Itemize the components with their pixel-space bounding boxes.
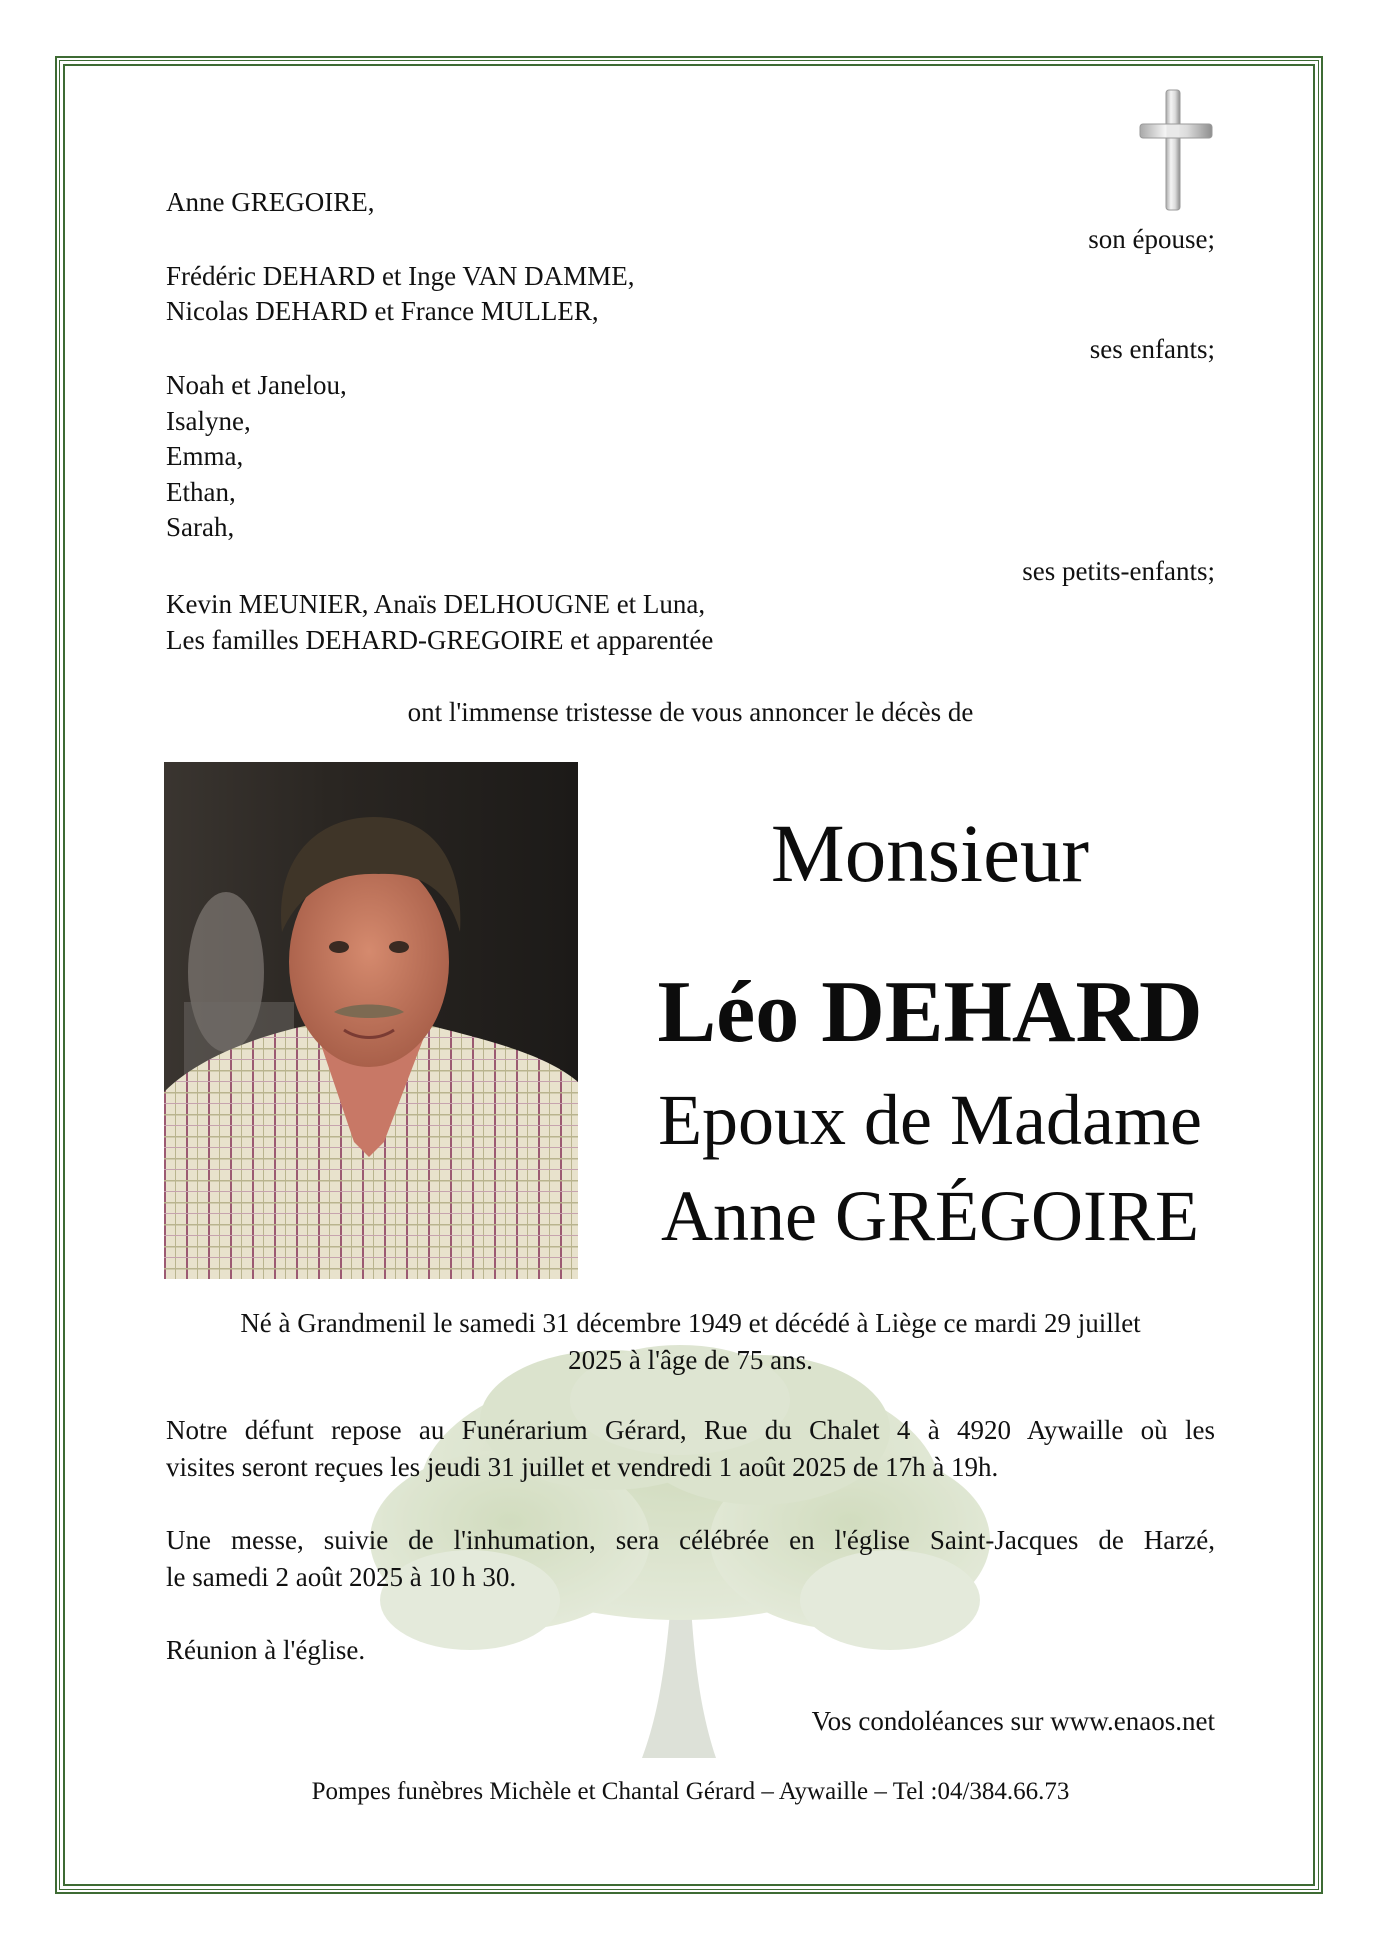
paragraph-line: visites seront reçues les jeudi 31 juillet et vendredi 1 août 2025 de 17h à 19h.: [166, 1452, 999, 1482]
paragraph-line: Notre défunt repose au Funérarium Gérard, Rue du Chalet 4 à 4920 Aywaille où les: [166, 1415, 1215, 1445]
child-line: Nicolas DEHARD et France MULLER,: [166, 296, 599, 326]
spouse-heading-line1: Epoux de Madame: [658, 1080, 1202, 1160]
ceremony-paragraph: [166, 1522, 1215, 1596]
cross-icon: [1138, 88, 1214, 212]
grandchildren-label: ses petits-enfants;: [1022, 556, 1215, 586]
condolences-link: Vos condoléances sur www.enaos.net: [811, 1706, 1215, 1736]
funeral-home-footer: Pompes funèbres Michèle et Chantal Gérard – Aywaille – Tel :04/384.66.73: [311, 1778, 1070, 1805]
grandchild-line: Sarah,: [166, 512, 235, 542]
paragraph-line: Réunion à l'église.: [166, 1635, 366, 1665]
honorific-title: Monsieur: [770, 807, 1090, 899]
paragraph-line: Une messe, suivie de l'inhumation, sera célébrée en l'église Saint-Jacques de Harzé,: [166, 1525, 1215, 1555]
spouse-name: Anne GREGOIRE,: [166, 187, 375, 217]
portrait-photo: [164, 762, 578, 1279]
grandchild-line: Isalyne,: [166, 406, 251, 436]
other-family-line: Kevin MEUNIER, Anaïs DELHOUGNE et Luna,: [166, 589, 706, 619]
condolences-line: [166, 1703, 1215, 1740]
paragraph-line: 2025 à l'âge de 75 ans.: [568, 1345, 813, 1375]
child-line: Frédéric DEHARD et Inge VAN DAMME,: [166, 261, 635, 291]
grandchild-line: Emma,: [166, 441, 244, 471]
spouse-heading-line2: Anne GRÉGOIRE: [661, 1176, 1199, 1256]
paragraph-line: Né à Grandmenil le samedi 31 décembre 1949 et décédé à Liège ce mardi 29 juillet: [240, 1308, 1141, 1338]
other-family-line: Les familles DEHARD-GREGOIRE et apparentée: [166, 625, 714, 655]
meeting-paragraph: [166, 1632, 1215, 1669]
birth-death-paragraph: [166, 1305, 1215, 1379]
grandchild-line: Noah et Janelou,: [166, 370, 347, 400]
spouse-label: son épouse;: [1088, 224, 1215, 254]
visitation-paragraph: [166, 1412, 1215, 1486]
announcement-text: ont l'immense tristesse de vous annoncer le décès de: [407, 697, 974, 727]
grandchild-line: Ethan,: [166, 477, 236, 507]
deceased-name: Léo DEHARD: [657, 964, 1203, 1061]
paragraph-line: le samedi 2 août 2025 à 10 h 30.: [166, 1562, 517, 1592]
children-label: ses enfants;: [1089, 334, 1215, 364]
